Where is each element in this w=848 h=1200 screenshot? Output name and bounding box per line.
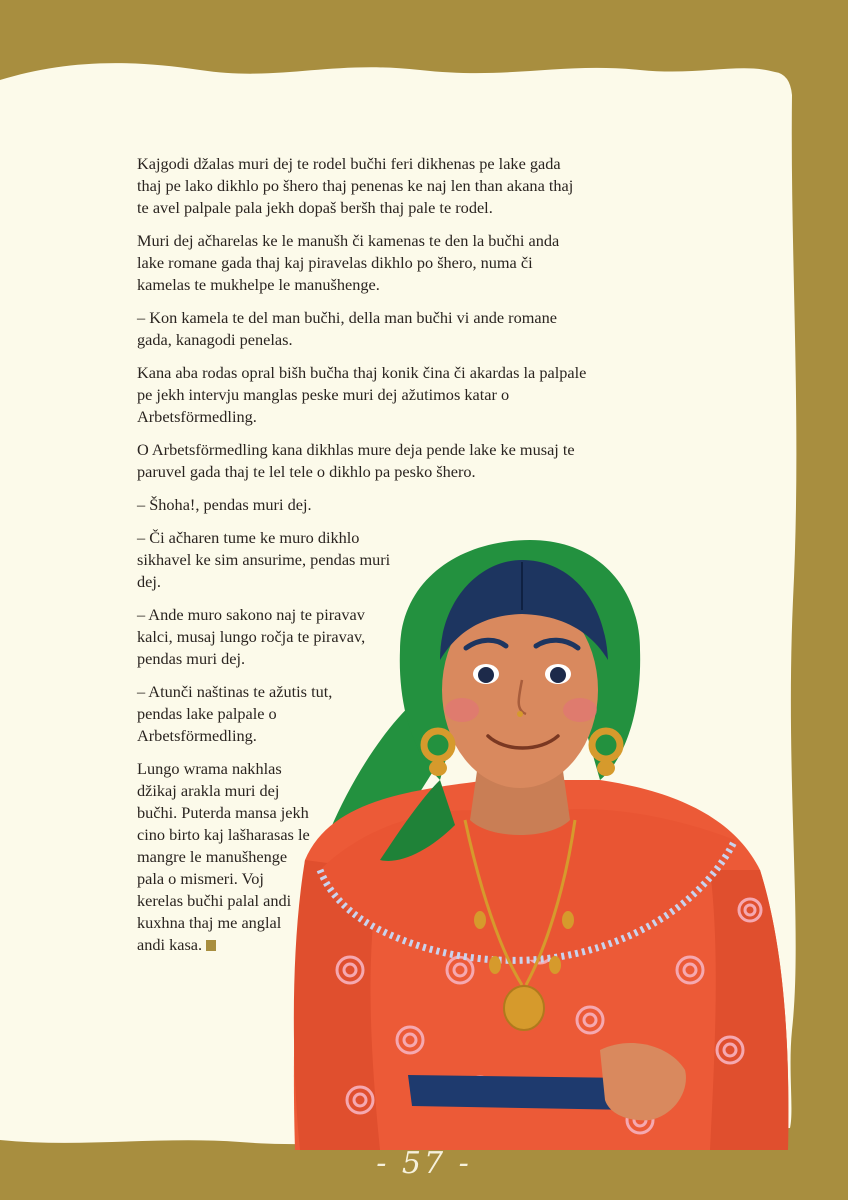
page-number: - 57 - <box>376 1146 472 1181</box>
paragraph: – Ande muro sakono naj te piravav kalci, musaj lungo ročja te piravav, pendas muri dej. <box>137 605 366 668</box>
paragraph: Kana aba rodas opral bišh bučha thaj konik čina či akardas la palpale pe jekh intervju manglas peske muri dej ažutimos katar o Arbetsförmedling. <box>137 363 587 426</box>
paragraph: Muri dej ačharelas ke le manušh či kamenas te den la bučhi anda lake romane gada thaj kaj piravelas dikhlo po šhero, numa či kamelas te mukhelpe le manušhenge. <box>137 231 560 294</box>
end-square-icon <box>206 940 216 951</box>
paragraph: Kajgodi džalas muri dej te rodel bučhi feri dikhenas pe lake gada thaj pe lako dikhlo po šhero thaj penenas ke naj len than akana thaj te avel palpale pala jekh dopaš beršh thaj pale te rodel. <box>137 154 574 217</box>
woman-in-headscarf-illustration <box>290 530 795 1150</box>
paragraph: – Či ačharen tume ke muro dikhlo sikhavel ke sim ansurime, pendas muri dej. <box>137 528 391 591</box>
paragraph: – Kon kamela te del man bučhi, della man bučhi vi ande romane gada, kanagodi penelas. <box>137 308 558 349</box>
paragraph: – Atunči naštinas te ažutis tut, pendas lake palpale o Arbetsförmedling. <box>137 682 333 745</box>
final-paragraph <box>137 758 312 956</box>
paragraph: O Arbetsförmedling kana dikhlas mure deja pende lake ke musaj te paruvel gada thaj te lel tele o dikhlo pa pesko šhero. <box>137 440 575 481</box>
paragraph-text: Lungo wrama nakhlas džikaj arakla muri dej bučhi. Puterda mansa jekh cino birto kaj lašharasas le mangre le manušhenge pala o mismeri. Voj kerelas bučhi palal andi kuxhna thaj me anglal andi kasa. <box>137 759 310 954</box>
paragraph: – Šhoha!, pendas muri dej. <box>137 495 312 514</box>
